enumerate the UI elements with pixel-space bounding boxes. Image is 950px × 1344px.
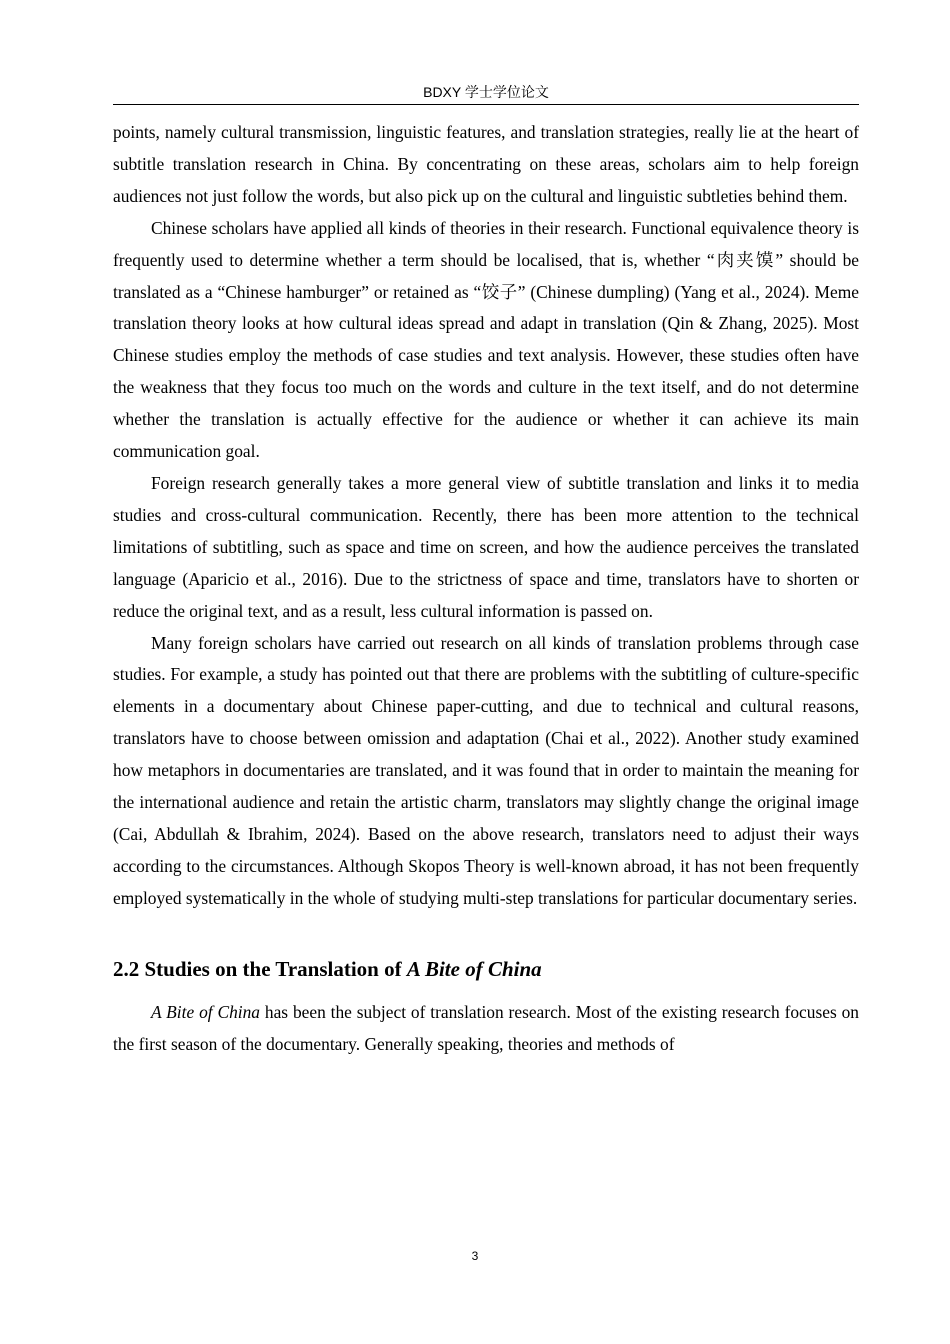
paragraph: points, namely cultural transmission, linguistic features, and translation strategies, really lie at the heart of subtitle translation research in China. By concentrating on these areas, scholars aim to help foreign audiences not just follow the words, but also pick up on the cultural and linguistic subtleties behind them. [113,122,859,206]
header-divider [113,104,859,105]
section-heading [113,949,859,989]
section-heading-title: A Bite of China [406,956,542,981]
work-title: A Bite of China [151,1001,260,1022]
paragraph: Chinese scholars have applied all kinds of theories in their research. Functional equivalence theory is frequently used to determine whether a term should be localised, that is, whether “肉夹馍” should be translated as a “Chinese hamburger” or retained as “饺子” (Chinese dumpling) (Yang et al., 2024). Meme translation theory looks at how cultural ideas spread and adapt in translation (Qin & Zhang, 2025). Most Chinese studies employ the methods of case studies and text analysis. However, these studies often have the weakness that they focus too much on the words and culture in the text itself, and do not determine whether the translation is actually effective for the audience or whether it can achieve its main communication goal. [113,217,859,462]
paragraph: Many foreign scholars have carried out research on all kinds of translation problems through case studies. For example, a study has pointed out that there are problems with the subtitling of culture-specific elements in a documentary about Chinese paper-cutting, and due to technical and cultural reasons, translators have to choose between omission and adaptation (Chai et al., 2022). Another study examined how metaphors in documentaries are translated, and it was found that in order to maintain the meaning for the international audience and retain the artistic charm, translators may slightly change the original image (Cai, Abdullah & Ibrahim, 2024). Based on the above research, translators need to adjust their ways according to the circumstances. Although Skopos Theory is well-known abroad, it has not been frequently employed systematically in the whole of studying multi-step translations for particular documentary series. [113,632,859,908]
paragraph [113,997,859,1061]
running-header: BDXY 学士学位论文 [423,84,549,100]
page-number: 3 [471,1249,479,1263]
paragraph: Foreign research generally takes a more general view of subtitle translation and links it to media studies and cross-cultural communication. Recently, there has been more attention to the technical limitations of subtitling, such as space and time on screen, and how the audience perceives the translated language (Aparicio et al., 2016). Due to the strictness of space and time, translators have to shorten or reduce the original text, and as a result, less cultural information is passed on. [113,472,859,621]
section-heading-prefix: 2.2 Studies on the Translation of [113,956,407,981]
body-text [113,117,859,1060]
paragraph-text: has been the subject of translation research. Most of the existing research focuses on the first season of the documentary. Generally speaking, theories and methods of [113,1001,859,1054]
